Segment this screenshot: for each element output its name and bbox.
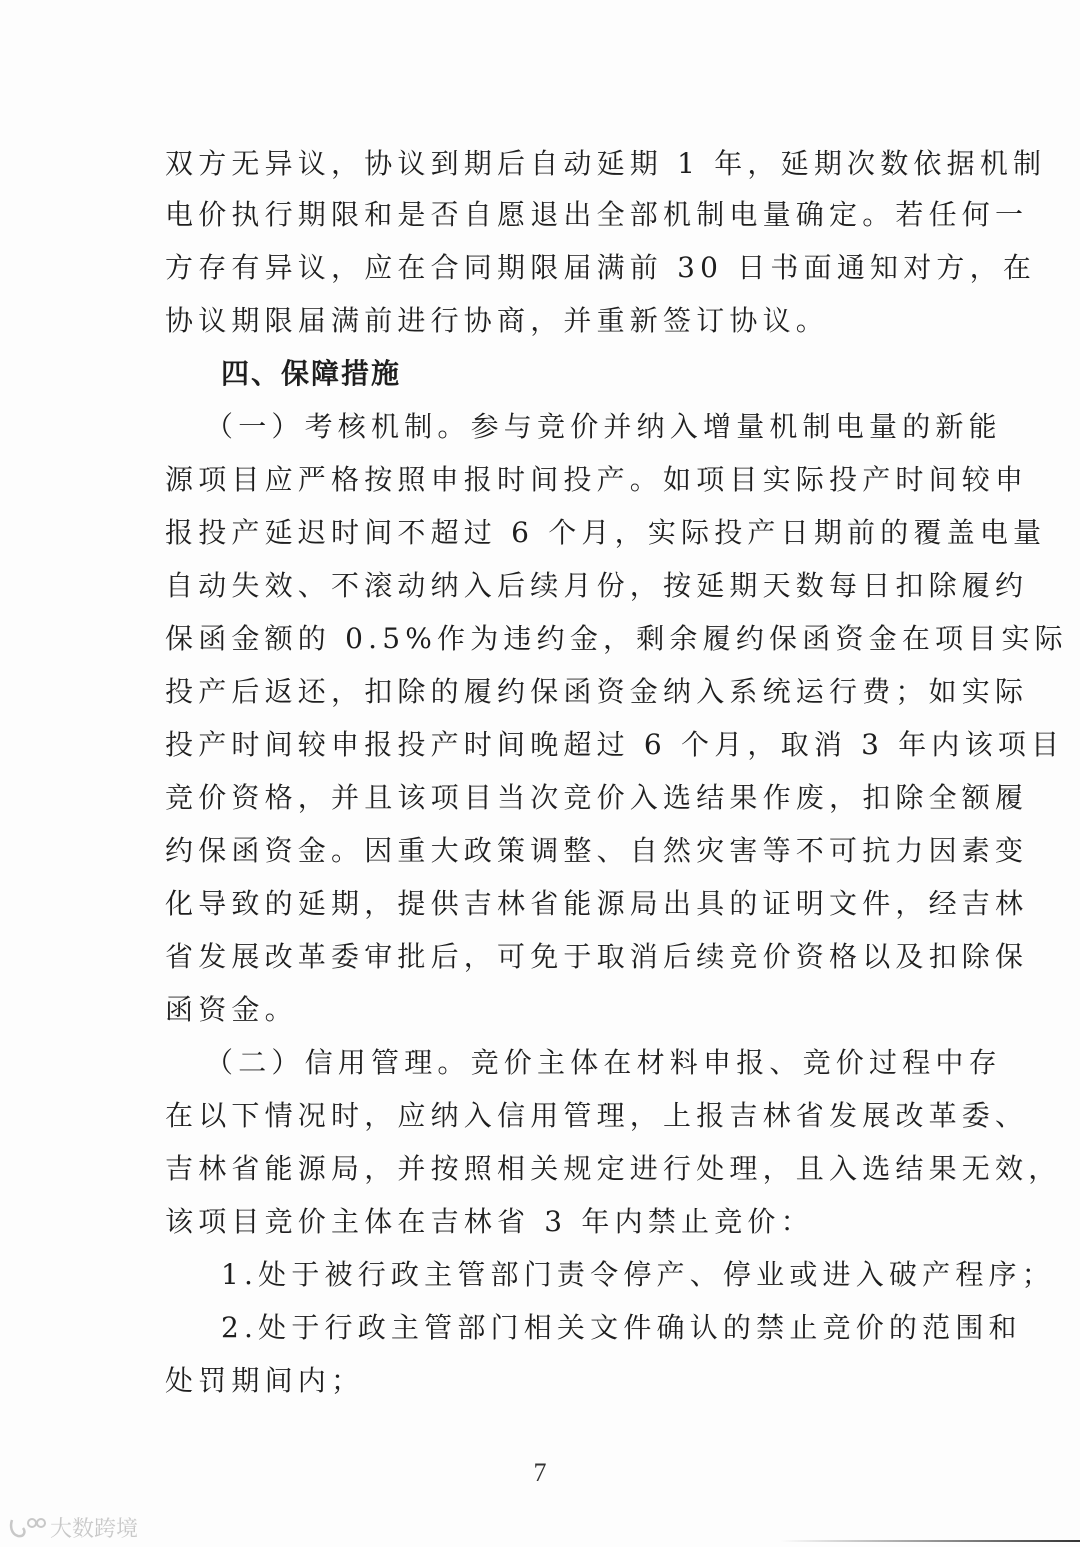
text-line: 双方无异议，协议到期后自动延期 1 年，延期次数依据机制 <box>165 147 1047 180</box>
watermark <box>8 1512 138 1543</box>
brand-logo-icon <box>8 1516 46 1540</box>
page-number: 7 <box>533 1458 547 1487</box>
text-line: 投产后返还，扣除的履约保函资金纳入系统运行费；如实际 <box>165 675 1029 708</box>
text-line: 保函金额的 0.5%作为违约金，剩余履约保函资金在项目实际 <box>165 622 1068 655</box>
text-line: 函资金。 <box>165 993 298 1026</box>
bottom-rule <box>780 1540 1080 1542</box>
text-line: （二）信用管理。竞价主体在材料申报、竞价过程中存 <box>205 1046 1002 1079</box>
text-line: 省发展改革委审批后，可免于取消后续竞价资格以及扣除保 <box>165 940 1029 973</box>
text-line: 方存有异议，应在合同期限届满前 30 日书面通知对方，在 <box>165 251 1037 284</box>
text-line: 该项目竞价主体在吉林省 3 年内禁止竞价： <box>165 1205 814 1238</box>
text-line: 处罚期间内； <box>165 1364 365 1397</box>
text-line: 在以下情况时，应纳入信用管理，上报吉林省发展改革委、 <box>165 1099 1029 1132</box>
text-line: 2.处于行政主管部门相关文件确认的禁止竞价的范围和 <box>221 1311 1022 1344</box>
text-line: 报投产延迟时间不超过 6 个月，实际投产日期前的覆盖电量 <box>165 516 1047 549</box>
text-line: （一）考核机制。参与竞价并纳入增量机制电量的新能 <box>205 410 1002 443</box>
text-line: 源项目应严格按照申报时间投产。如项目实际投产时间较申 <box>165 463 1029 496</box>
text-line: 自动失效、不滚动纳入后续月份，按延期天数每日扣除履约 <box>165 569 1029 602</box>
text-line: 约保函资金。因重大政策调整、自然灾害等不可抗力因素变 <box>165 834 1029 867</box>
text-line: 化导致的延期，提供吉林省能源局出具的证明文件，经吉林 <box>165 887 1029 920</box>
text-line: 投产时间较申报投产时间晚超过 6 个月，取消 3 年内该项目 <box>165 728 1065 761</box>
watermark-text: 大数跨境 <box>50 1517 139 1542</box>
text-line: 竞价资格，并且该项目当次竞价入选结果作废，扣除全额履 <box>165 781 1029 814</box>
text-line: 1.处于被行政主管部门责令停产、停业或进入破产程序； <box>221 1258 1055 1291</box>
text-line: 电价执行期限和是否自愿退出全部机制电量确定。若任何一 <box>165 198 1029 231</box>
section-heading: 四、保障措施 <box>221 357 402 390</box>
text-line: 吉林省能源局，并按照相关规定进行处理，且入选结果无效， <box>165 1152 1062 1185</box>
text-line: 协议期限届满前进行协商，并重新签订协议。 <box>165 304 830 337</box>
